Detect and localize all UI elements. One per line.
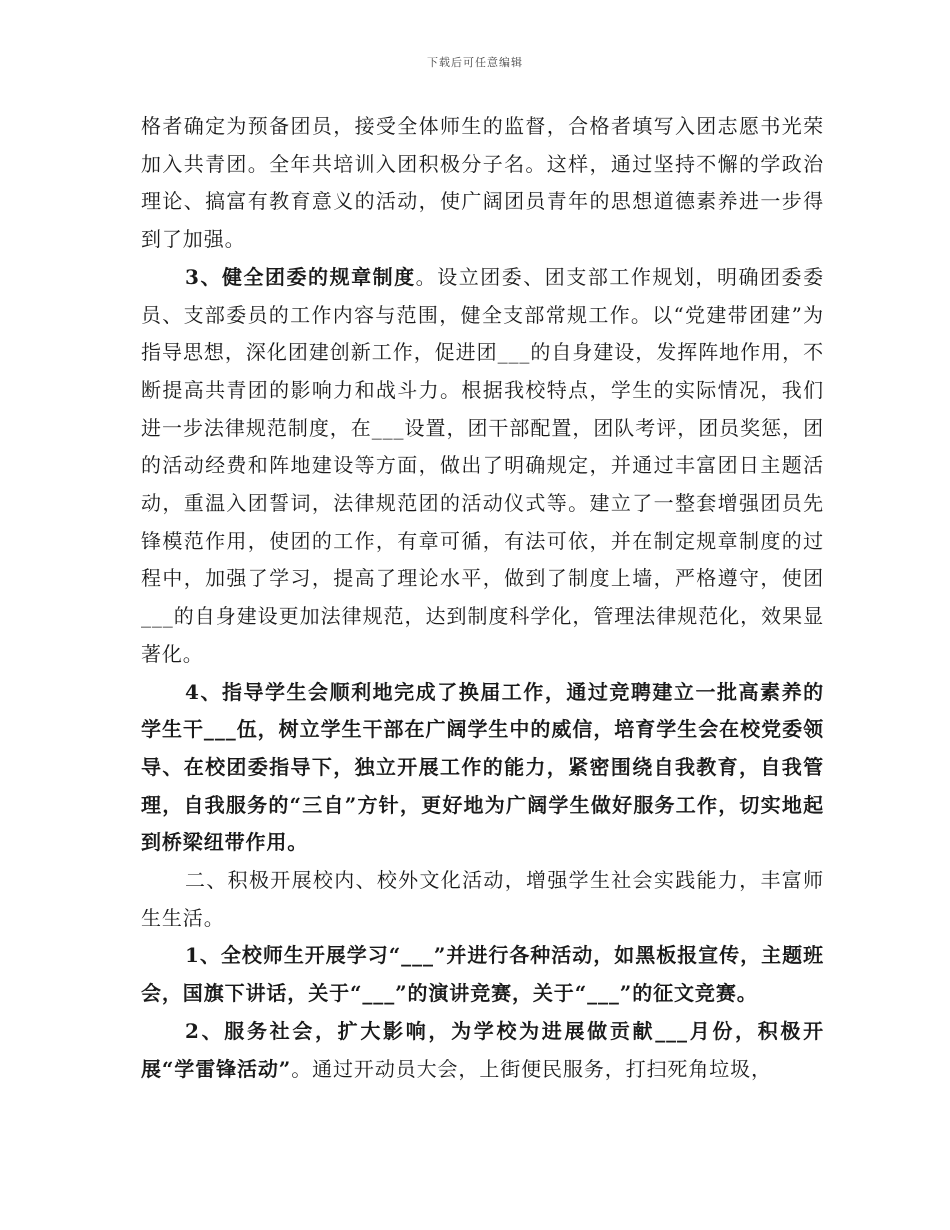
paragraph-2 [141, 259, 824, 674]
page-header: 下载后可任意编辑 [427, 56, 523, 69]
paragraph-4: 1、全校师生开展学习“___”并进行各种活动，如黑板报宣传，主题班会，国旗下讲话，关于“___”的演讲竞赛，关于“___”的征文竞赛。 [141, 943, 824, 1006]
paragraph-1: 格者确定为预备团员，接受全体师生的监督，合格者填写入团志愿书光荣加入共青团。全年共培训入团积极分子名。这样，通过坚持不懈的学政治理论、搞富有教育意义的活动，使广阔团员青年的思想道德素养进一步得到了加强。 [141, 114, 824, 252]
paragraph-5-heading: 2、服务社会，扩大影响，为学校为进展做贡献___月份，积极开展“学雷锋活动” [141, 1018, 824, 1081]
document-body [141, 108, 824, 1088]
paragraph-2-body: 。设立团委、团支部工作规划，明确团委委员、支部委员的工作内容与范围，健全支部常规工作。以“党建带团建”为指导思想，深化团建创新工作，促进团___的自身建设，发挥阵地作用，不断提高共青团的影响力和战斗力。根据我校特点，学生的实际情况，我们进一步法律规范制度，在___设置，团干部配置，团队考评，团员奖惩，团的活动经费和阵地建设等方面，做出了明确规定，并通过丰富团日主题活动，重温入团誓词，法律规范团的活动仪式等。建立了一整套增强团员先锋模范作用，使团的工作，有章可循，有法可依，并在制定规章制度的过程中，加强了学习，提高了理论水平，做到了制度上墙，严格遵守，使团___的自身建设更加法律规范，达到制度科学化，管理法律规范化，效果显著化。 [141, 264, 824, 666]
paragraph-5-body: 。通过开动员大会，上街便民服务，打扫死角垃圾， [291, 1056, 772, 1081]
paragraph-5 [141, 1013, 824, 1088]
paragraph-2-heading: 3、健全团委的规章制度 [185, 264, 416, 289]
paragraph-3: 4、指导学生会顺利地完成了换届工作，通过竞聘建立一批高素养的学生干___伍，树立学生干部在广阔学生中的威信，培育学生会在校党委领导、在校团委指导下，独立开展工作的能力，紧密围绕自我教育，自我管理，自我服务的“三自”方针，更好地为广阔学生做好服务工作，切实地起到桥梁纽带作用。 [141, 679, 824, 855]
section-heading-2: 二、积极开展校内、校外文化活动，增强学生社会实践能力，丰富师生生活。 [141, 868, 824, 930]
